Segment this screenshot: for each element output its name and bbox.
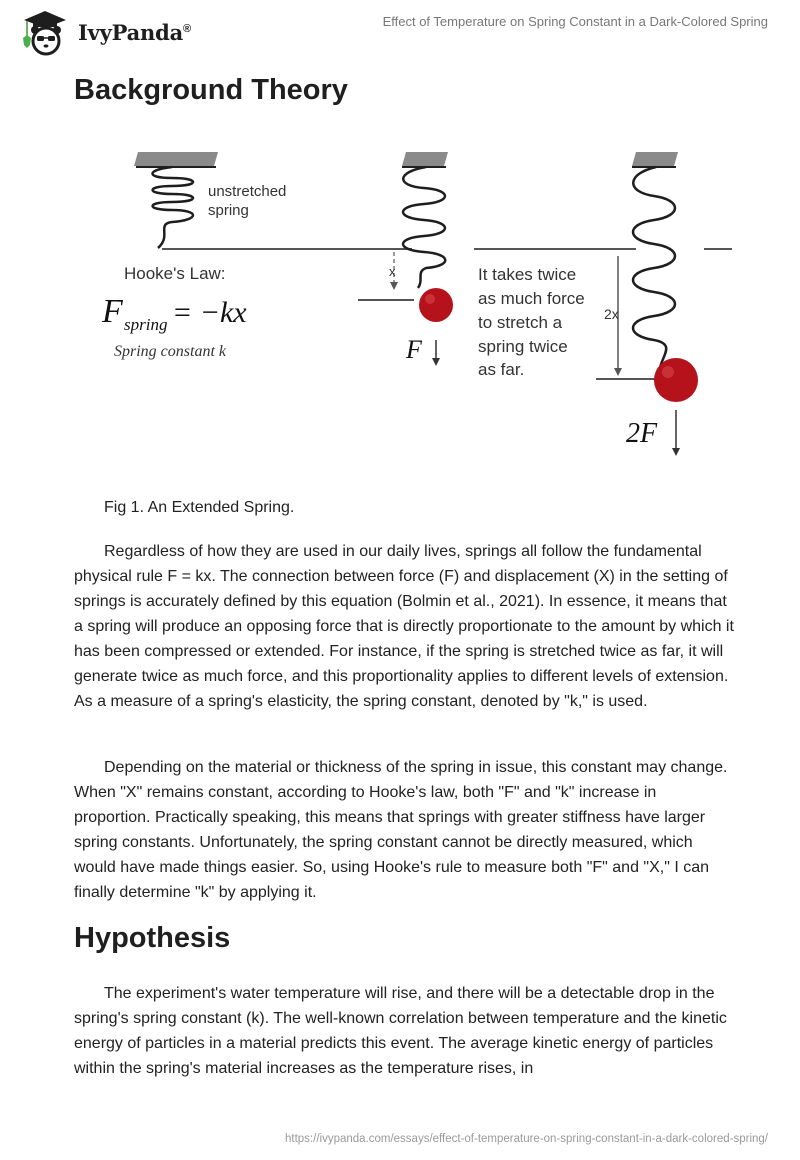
svg-text:x: x [389,264,396,279]
paragraph-hypothesis-1: The experiment's water temperature will rise, and there will be a detectable drop in the spring's spring constant (k). The well-known correlation between temperature and the kinetic energy of particles in a material predicts this event. The average kinetic energy of particles within the spring's material increases as the temperature rises, in [74,985,727,1077]
svg-text:spring: spring [208,202,249,219]
hookes-law-figure [96,140,746,470]
svg-text:spring: spring [124,315,168,334]
logo-text: IvyPanda® [78,19,191,45]
svg-text:spring twice: spring twice [478,337,568,356]
document-title: Effect of Temperature on Spring Constant in a Dark-Colored Spring [382,14,768,29]
mass-1 [419,288,453,322]
mass-2 [654,358,698,402]
svg-text:Hooke's Law:: Hooke's Law: [124,264,226,283]
svg-text:as far.: as far. [478,360,525,379]
panda-graduate-icon [18,8,72,56]
svg-text:as much force: as much force [478,289,585,308]
svg-text:It takes twice: It takes twice [478,265,577,284]
unstretched-spring [153,167,194,248]
figure-caption: Fig 1. An Extended Spring. [104,499,295,516]
svg-text:F: F [102,293,123,330]
page-header [0,0,800,60]
svg-text:F: F [406,335,422,364]
section-heading-background: Background Theory [74,74,348,106]
svg-text:unstretched: unstretched [208,183,287,200]
ceiling-3 [632,152,678,166]
ivypanda-logo[interactable] [18,8,191,56]
svg-text:2x: 2x [604,306,619,322]
stretched-spring-2x [633,167,675,368]
svg-text:Spring constant k: Spring constant k [114,343,226,360]
svg-text:to stretch a: to stretch a [478,313,563,332]
stretched-spring-x [403,167,445,288]
svg-text:= −kx: = −kx [172,296,247,329]
ceiling-2 [402,152,448,166]
paragraph-background-2: Depending on the material or thickness of the spring in issue, this constant may change. When "X" remains constant, according to Hooke's law, both "F" and "k" increase in proportion. Practically speaking, this means that springs with greater stiffness have larger spring constants. Unfortunately, the spring constant cannot be directly measured, which would have made things easier. So, using Hooke's rule to measure both "F" and "X," I can finally determine "k" by applying it. [74,759,728,901]
source-url[interactable]: https://ivypanda.com/essays/effect-of-temperature-on-spring-constant-in-a-dark-colored-spring/ [285,1133,768,1145]
paragraph-background-1: Regardless of how they are used in our daily lives, springs all follow the fundamental physical rule F = kx. The connection between force (F) and displacement (X) in the setting of springs is accurately defined by this equation (Bolmin et al., 2021). In essence, it means that a spring will produce an opposing force that is directly proportionate to the amount by which it has been compressed or extended. For instance, if the spring is stretched twice as far, it will generate twice as much force, and this proportionality applies to different levels of extension. As a measure of a spring's elasticity, the spring constant, denoted by "k," is used. [74,543,734,710]
svg-text:2F: 2F [626,418,658,449]
section-heading-hypothesis: Hypothesis [74,922,231,954]
ceiling-1 [134,152,218,166]
